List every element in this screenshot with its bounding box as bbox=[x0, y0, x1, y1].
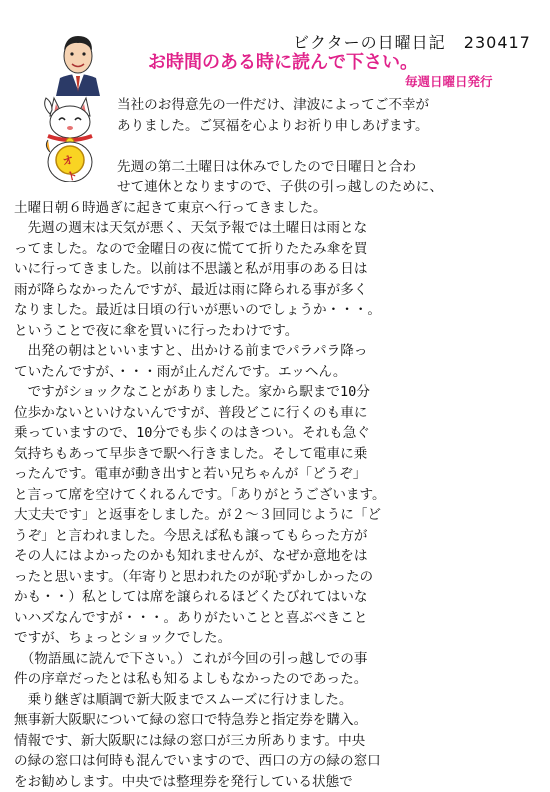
author-portrait bbox=[52, 30, 104, 96]
body-line: ったんです。電車が動き出すと若い兄ちゃんが「どうぞ」 bbox=[14, 464, 534, 485]
body-line: （物語風に読んで下さい。）これが今回の引っ越しでの事 bbox=[14, 649, 534, 670]
body-line: 先週の週末は天気が悪く、天気予報では土曜日は雨とな bbox=[14, 218, 534, 239]
body-line: ですがショックなことがありました。家から駅まで10分 bbox=[14, 382, 534, 403]
body-line: 大丈夫です」と返事をしました。が２～３回同じように「ど bbox=[14, 505, 534, 526]
body-line: ありました。ご冥福を心よりお祈り申しあげます。 bbox=[14, 116, 534, 137]
body-line: ってました。なので金曜日の夜に慌てて折りたたみ傘を買 bbox=[14, 239, 534, 260]
body-line: いに行ってきました。以前は不思議と私が用事のある日は bbox=[14, 259, 534, 280]
body-line: と言って席を空けてくれるんです。「ありがとうございます。 bbox=[14, 485, 534, 506]
body-line: 件の序章だったとは私も知るよしもなかったのであった。 bbox=[14, 669, 534, 690]
cat-coin-label: オト bbox=[56, 150, 84, 186]
body-line: うぞ」と言われました。今思えば私も譲ってもらった方が bbox=[14, 526, 534, 547]
body-line: いハズなんですが・・・。ありがたいことと喜ぶべきこと bbox=[14, 608, 534, 629]
body-line: をお勧めします。中央では整理券を発行している状態で bbox=[14, 772, 534, 792]
body-line: 位歩かないといけないんですが、普段どこに行くのも車に bbox=[14, 403, 534, 424]
body-line: 雨が降らなかったんですが、最近は雨に降られる事が多く bbox=[14, 280, 534, 301]
body-line: ですが、ちょっとショックでした。 bbox=[14, 628, 534, 649]
body-line: 乗っていますので、10分でも歩くのはきつい。それも急ぐ bbox=[14, 423, 534, 444]
headline: お時間のある時に読んで下さい。 bbox=[148, 48, 418, 74]
body-line: かも・・）私としては席を譲られるほどくたびれてはいな bbox=[14, 587, 534, 608]
body-line: 土曜日朝６時過ぎに起きて東京へ行ってきました。 bbox=[14, 198, 534, 219]
body-line bbox=[14, 136, 534, 157]
body-line: せて連休となりますので、子供の引っ越しのために、 bbox=[14, 177, 534, 198]
body-line: 乗り継ぎは順調で新大阪までスムーズに行けました。 bbox=[14, 690, 534, 711]
body-text bbox=[14, 95, 534, 792]
body-line: 出発の朝はといいますと、出かける前までパラパラ降っ bbox=[14, 341, 534, 362]
body-line: ていたんですが、・・・雨が止んだんです。エッヘん。 bbox=[14, 362, 534, 383]
body-line: 先週の第二土曜日は休みでしたので日曜日と合わ bbox=[14, 157, 534, 178]
body-line: ということで夜に傘を買いに行ったわけです。 bbox=[14, 321, 534, 342]
body-line: 無事新大阪駅について緑の窓口で特急券と指定券を購入。 bbox=[14, 710, 534, 731]
body-line: その人にはよかったのかも知れませんが、なぜか意地をは bbox=[14, 546, 534, 567]
body-line: 当社のお得意先の一件だけ、津波によってご不幸が bbox=[14, 95, 534, 116]
body-line: ったと思います。（年寄りと思われたのが恥ずかしかったの bbox=[14, 567, 534, 588]
body-line: 情報です、新大阪駅には緑の窓口が三カ所あります。中央 bbox=[14, 731, 534, 752]
body-line: なりました。最近は日頃の行いが悪いのでしょうか・・・。 bbox=[14, 300, 534, 321]
newsletter-title: ビクターの日曜日記 bbox=[293, 33, 446, 52]
body-line: の緑の窓口は何時も混んでいますので、西口の方の緑の窓口 bbox=[14, 751, 534, 772]
body-line: 気持ちもあって早歩きで駅へ行きました。そして電車に乗 bbox=[14, 444, 534, 465]
subheadline: 毎週日曜日発行 bbox=[405, 72, 493, 90]
issue-date: 230417 bbox=[464, 33, 531, 52]
